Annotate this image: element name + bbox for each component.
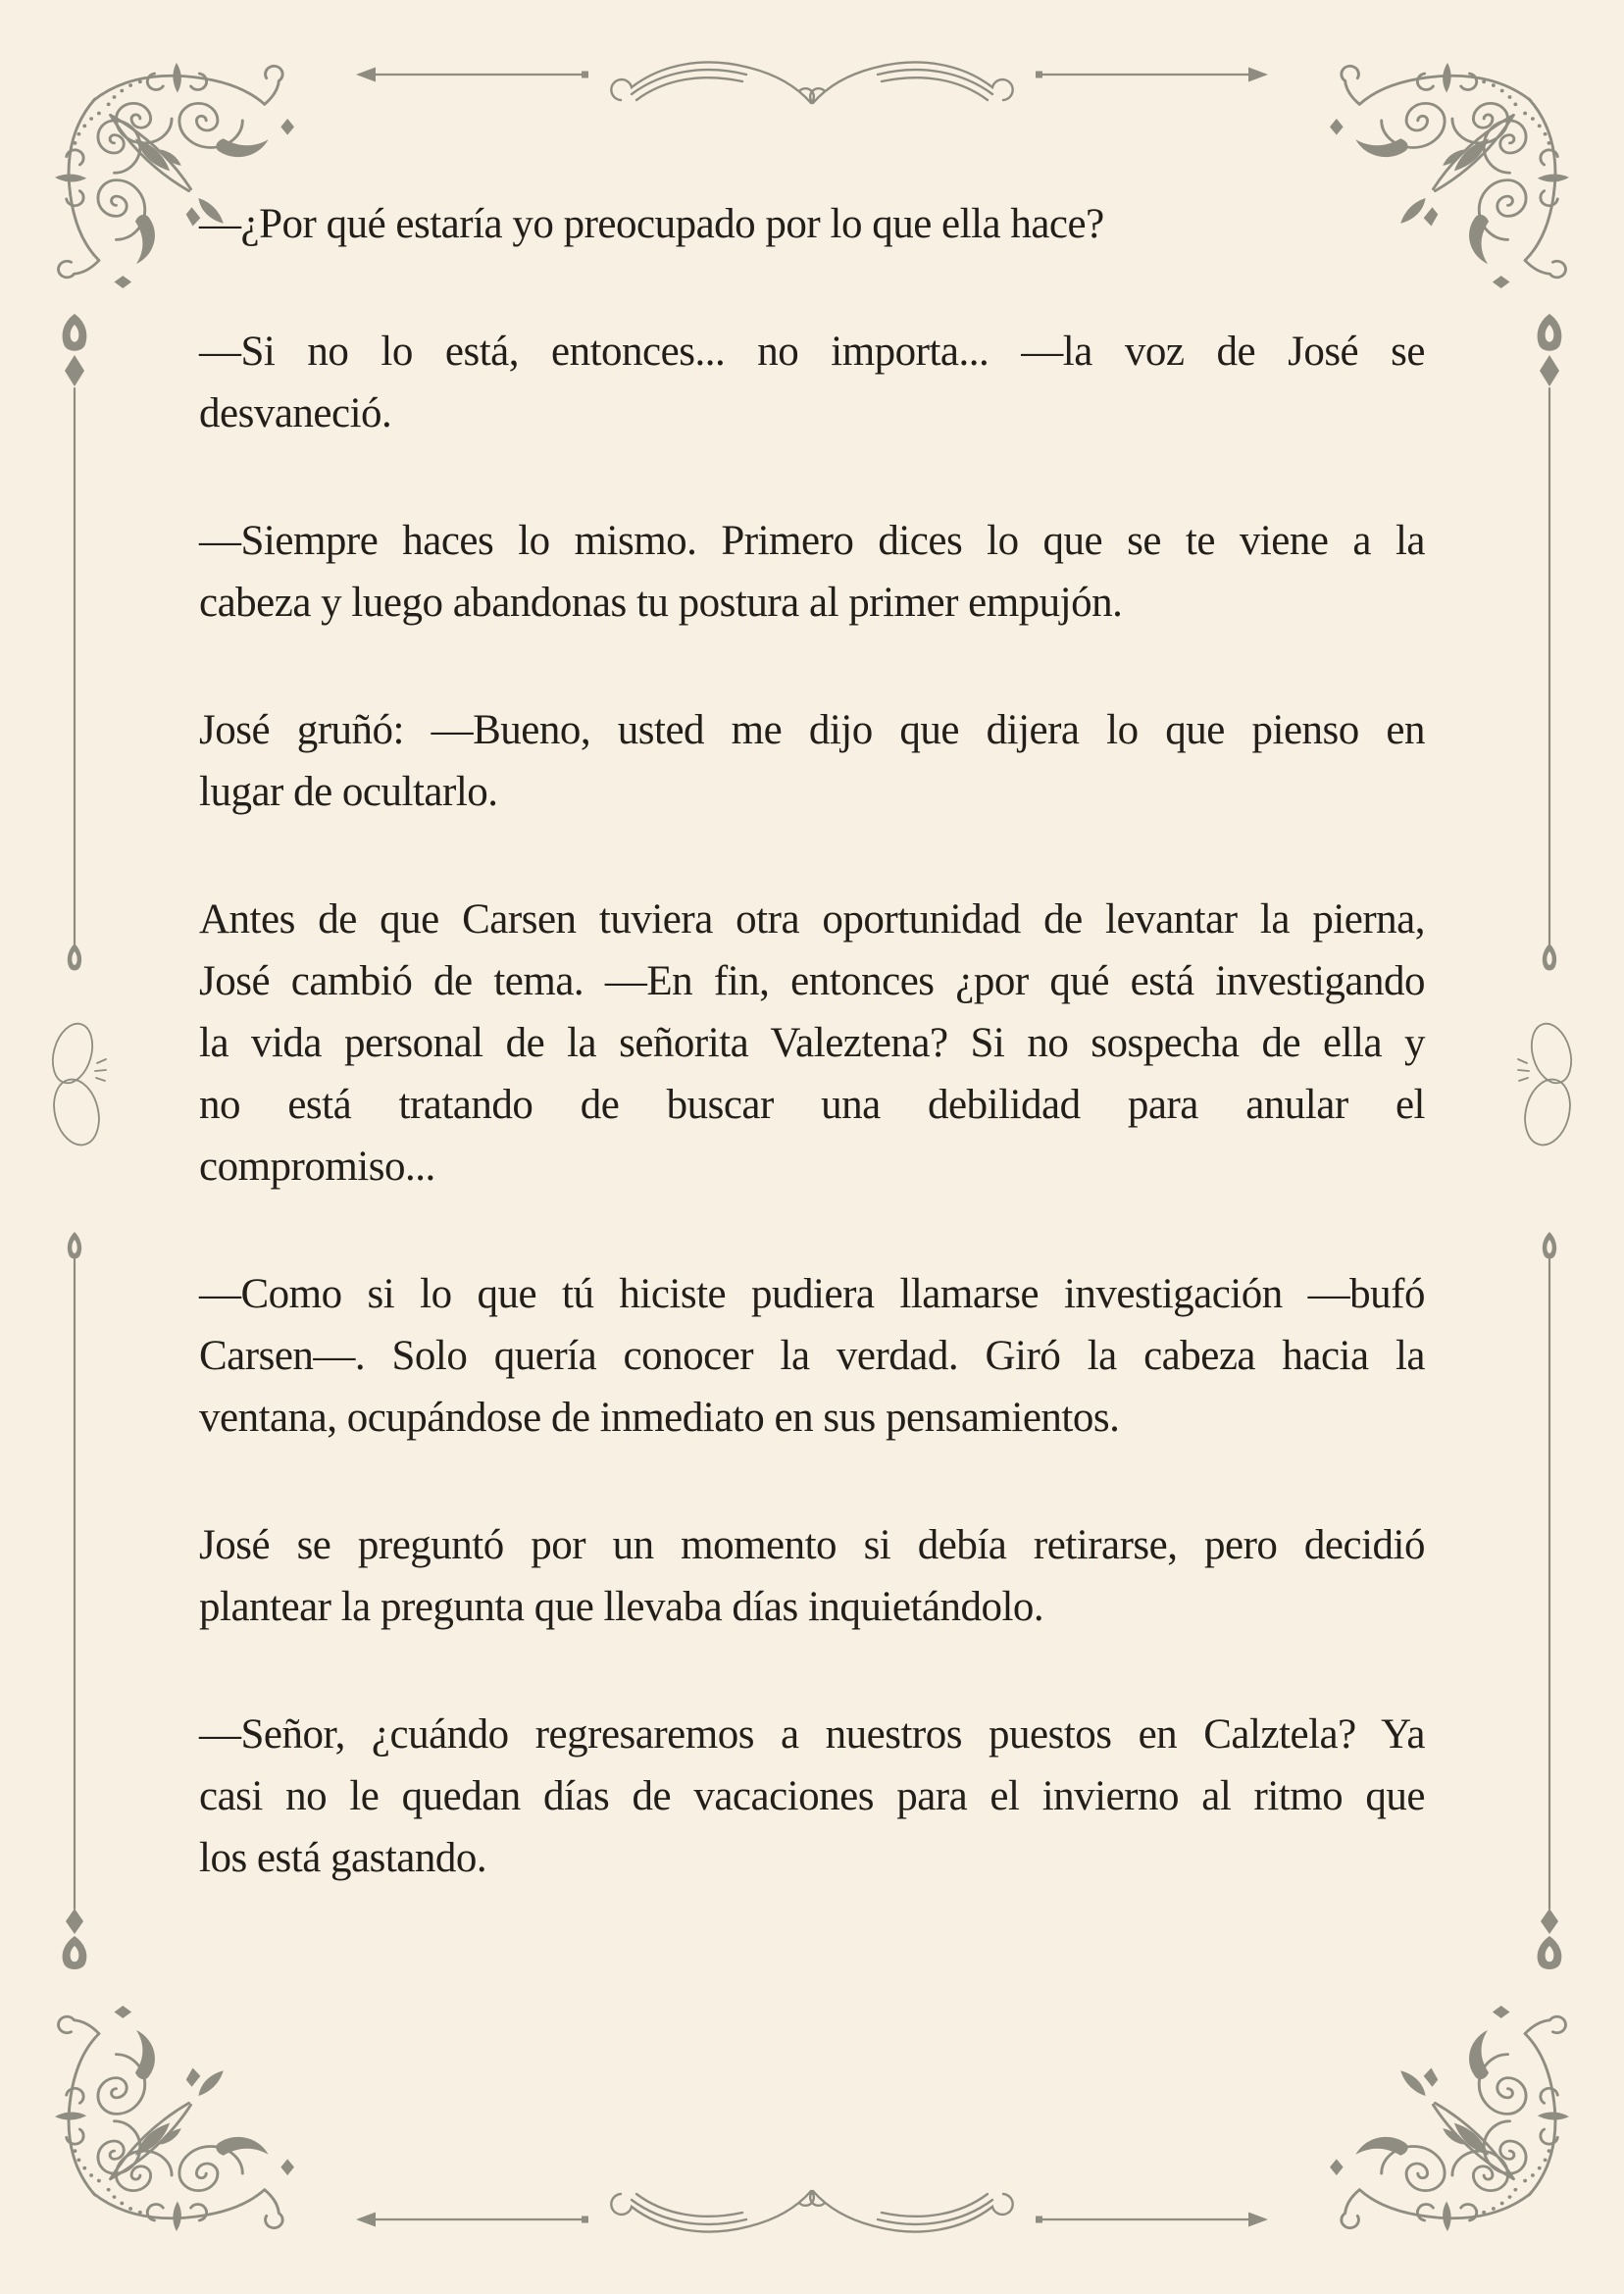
paragraph: [199, 1704, 1425, 1889]
text-line: —Señor, ¿cuándo regresaremos a nuestros puestos en Calztela? Ya: [199, 1711, 1425, 1758]
text-line: José cambió de tema. —En fin, entonces ¿por qué está investigando: [199, 958, 1425, 1004]
text-line: ventana, ocupándose de inmediato en sus pensamientos.: [199, 1395, 1120, 1441]
paragraph: [199, 321, 1425, 444]
text-line: cabeza y luego abandonas tu postura al primer empujón.: [199, 580, 1123, 626]
text-line: no está tratando de buscar una debilidad para anular el: [199, 1082, 1425, 1128]
paragraph: [199, 510, 1425, 634]
text-line: José gruñó: —Bueno, usted me dijo que dijera lo que pienso en: [199, 707, 1425, 753]
text-line: Carsen—. Solo quería conocer la verdad. Giró la cabeza hacia la: [199, 1333, 1425, 1379]
top-divider-arrows-swirl-icon: [356, 47, 1268, 110]
text-line: casi no le quedan días de vacaciones para el invierno al ritmo que: [199, 1773, 1425, 1819]
text-line: la vida personal de la señorita Valeztena? Si no sospecha de ella y: [199, 1020, 1425, 1066]
paragraph: [199, 193, 1425, 255]
text-line: —Siempre haces lo mismo. Primero dices lo que se te viene a la: [199, 518, 1425, 564]
text-line: —¿Por qué estaría yo preocupado por lo que ella hace?: [199, 201, 1104, 247]
paragraph: [199, 1514, 1425, 1638]
paragraph: [199, 889, 1425, 1198]
corner-flourish-bottom-left-icon: [55, 2006, 294, 2231]
text-line: —Como si lo que tú hiciste pudiera llamarse investigación —bufó: [199, 1271, 1425, 1317]
paragraph: [199, 699, 1425, 823]
text-line: desvaneció.: [199, 390, 392, 436]
bottom-divider-arrows-swirl-icon: [356, 2184, 1268, 2247]
right-border-rule-icon: [1515, 312, 1584, 1971]
text-line: lugar de ocultarlo.: [199, 769, 498, 815]
text-line: compromiso...: [199, 1144, 435, 1190]
paragraph: [199, 1263, 1425, 1449]
text-line: plantear la pregunta que llevaba días inquietándolo.: [199, 1584, 1044, 1630]
text-line: Antes de que Carsen tuviera otra oportunidad de levantar la pierna,: [199, 896, 1425, 943]
left-border-rule-icon: [40, 312, 109, 1971]
text-block: [199, 193, 1425, 1889]
text-line: José se preguntó por un momento si debía retirarse, pero decidió: [199, 1522, 1425, 1568]
corner-flourish-bottom-right-icon: [1330, 2006, 1569, 2231]
text-line: —Si no lo está, entonces... no importa... —la voz de José se: [199, 329, 1425, 375]
text-line: los está gastando.: [199, 1835, 487, 1881]
